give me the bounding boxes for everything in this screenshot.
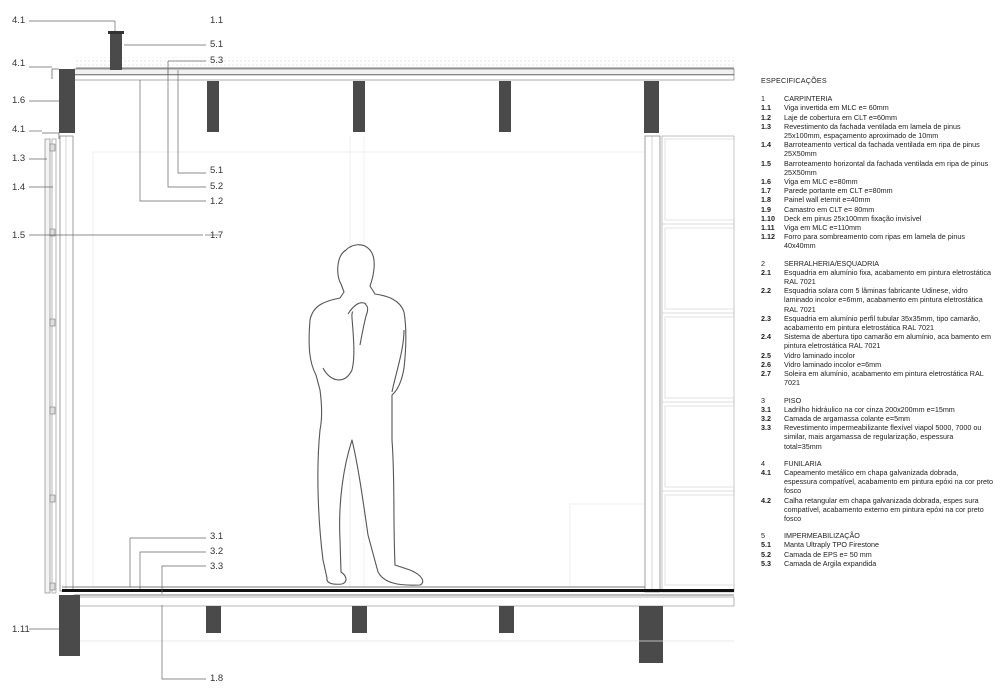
spec-item — [761, 468, 993, 496]
callout-label: 1.4 — [12, 182, 26, 193]
spec-section-name: SERRALHERIA/ESQUADRIA — [784, 258, 880, 268]
callout-label: 5.2 — [210, 181, 224, 192]
spec-item-text: Camada de Argila expandida — [784, 558, 877, 568]
spec-item-text: Forro para sombreamento com ripas em lamela de pinus 40x40mm — [784, 232, 965, 251]
spec-item — [761, 286, 993, 314]
inverted-beam — [110, 33, 122, 70]
spec-item — [761, 540, 993, 549]
facade-vertical-battens — [52, 139, 56, 593]
spec-item — [761, 314, 993, 332]
spec-item — [761, 351, 993, 360]
spec-item-code: 1.9 — [761, 204, 771, 214]
spec-item-text: Laje de cobertura em CLT e=60mm — [784, 112, 897, 122]
spec-item-code: 1.12 — [761, 232, 775, 242]
right-roof-beam — [644, 81, 659, 133]
spec-item — [761, 360, 993, 369]
spec-item-code: 4.1 — [761, 467, 771, 477]
spec-item-code: 3.1 — [761, 404, 771, 414]
spec-item-code: 2.2 — [761, 286, 771, 296]
facade-flashing — [42, 133, 59, 139]
left-roof-beam — [59, 69, 75, 133]
spec-item-code: 2.7 — [761, 369, 771, 379]
spec-item — [761, 369, 993, 387]
callout-label: 4.1 — [12, 58, 26, 69]
callout-label: 3.1 — [210, 531, 224, 542]
spec-item-text: Camada de argamassa colante e=5mm — [784, 413, 911, 423]
callout-label: 5.1 — [210, 165, 224, 176]
spec-section-header — [761, 396, 993, 405]
spec-section-name: IMPERMEABILIZAÇÃO — [784, 531, 860, 541]
glazing-system — [645, 136, 734, 592]
spec-item — [761, 550, 993, 559]
spec-section — [761, 396, 993, 451]
specifications-panel — [761, 76, 993, 576]
spec-section-number: 3 — [761, 395, 765, 405]
spec-item — [761, 177, 993, 186]
spec-item-code: 1.11 — [761, 223, 775, 233]
callout-label: 1.5 — [12, 230, 26, 241]
spec-item-text: Vidro laminado incolor — [784, 350, 855, 360]
spec-item-text: Capeamento metálico em chapa galvanizada dobrada, espessura compatível, acabamento em pintura epóxi na cor preto fosco — [784, 467, 993, 496]
spec-item-code: 2.4 — [761, 332, 771, 342]
spec-item-code: 5.3 — [761, 558, 771, 568]
left-floor-beam — [59, 595, 80, 656]
spec-item-text: Manta Ultraply TPO Firestone — [784, 540, 879, 550]
callout-label: 3.2 — [210, 546, 224, 557]
roof-flashing — [52, 69, 59, 79]
spec-item — [761, 205, 993, 214]
callout-labels — [12, 15, 223, 684]
clt-wall — [60, 136, 73, 591]
spec-item-code: 1.1 — [761, 103, 771, 113]
ceiling-joist — [353, 81, 365, 132]
spec-section — [761, 259, 993, 388]
spec-item-text: Camada de EPS e= 50 mm — [784, 549, 872, 559]
spec-item — [761, 140, 993, 158]
spec-item-text: Calha retangular em chapa galvanizada dobrada, espes sura compatível, acabamento externo em pintura epóxi na cor preto fosco — [784, 495, 984, 523]
spec-item-code: 1.4 — [761, 140, 771, 150]
spec-item-code: 1.5 — [761, 158, 771, 168]
spec-item-text: Sistema de abertura tipo camarão em alumínio, aca bamento em pintura eletrostática RAL 7021 — [784, 332, 991, 351]
callout-label: 1.3 — [12, 153, 26, 164]
spec-item-text: Viga em MLC e=110mm — [784, 223, 862, 233]
callout-label: 1.2 — [210, 196, 224, 207]
roof-clt-slab — [74, 75, 734, 80]
spec-section — [761, 531, 993, 568]
spec-item-text: Revestimento da fachada ventilada em lamela de pinus 25x100mm, espaçamento aproximado de 10mm — [784, 121, 961, 141]
spec-section-number: 4 — [761, 458, 765, 468]
ceiling-joist — [207, 81, 219, 132]
spec-section-header — [761, 94, 993, 103]
spec-item-code: 1.10 — [761, 213, 775, 223]
specifications-title: ESPECIFICAÇÕES — [761, 76, 827, 85]
callout-label: 1.6 — [12, 95, 26, 106]
spec-section-number: 2 — [761, 258, 765, 268]
spec-item-code: 1.2 — [761, 112, 771, 122]
spec-item-code: 3.3 — [761, 423, 771, 433]
roof-assembly — [52, 31, 734, 133]
floor-joist — [206, 606, 221, 633]
floor-joist — [499, 606, 514, 633]
callout-label: 1.11 — [12, 624, 30, 635]
spec-item-text: Painel wall eternit e=40mm — [784, 195, 871, 205]
spec-item — [761, 559, 993, 568]
callout-label: 1.7 — [210, 230, 224, 241]
spec-section-header — [761, 259, 993, 268]
callout-label: 5.1 — [210, 39, 224, 50]
spec-item-text: Barroteamento vertical da fachada ventilada em ripa de pinus 25X50mm — [784, 140, 980, 159]
spec-item-text: Camastro em CLT e= 80mm — [784, 204, 875, 214]
spec-item-text: Ladrilho hidráulico na cor cinza 200x200mm e=15mm — [784, 404, 955, 414]
floor-clt-panel — [74, 597, 734, 606]
spec-item-code: 4.2 — [761, 495, 771, 505]
spec-item — [761, 122, 993, 140]
callout-label: 4.1 — [12, 15, 26, 26]
callout-label: 1.8 — [210, 673, 224, 684]
callout-label: 1.1 — [210, 15, 224, 26]
spec-item — [761, 423, 993, 451]
spec-item — [761, 195, 993, 204]
spec-item — [761, 103, 993, 112]
roof-eps-layer — [74, 69, 734, 75]
spec-item-text: Viga invertida em MLC e= 60mm — [784, 103, 889, 113]
floor-tile-layer — [62, 589, 734, 592]
spec-item-text: Barroteamento horizontal da fachada ventilada em ripa de pinus 25X50mm — [784, 158, 989, 177]
spec-section-name: CARPINTERIA — [784, 94, 833, 104]
spec-item-text: Vidro laminado incolor e=6mm — [784, 359, 882, 369]
spec-item-code: 3.2 — [761, 413, 771, 423]
spec-item-code: 1.7 — [761, 186, 771, 196]
spec-item-text: Esquadria solara com 5 lâminas fabricante Udinese, vidro laminado incolor e=6mm, acabamento em pintura eletrostática RAL 7021 — [784, 286, 983, 314]
spec-item-text: Revestimento impermeabilizante flexível viapol 5000, 7000 ou similar, mais argamassa de regularização, espessura total=35mm — [784, 423, 982, 451]
spec-item — [761, 496, 993, 524]
spec-item-text: Deck em pinus 25x100mm fixação invisível — [784, 213, 922, 223]
right-floor-beam — [639, 606, 663, 663]
spec-item — [761, 186, 993, 195]
spec-item — [761, 113, 993, 122]
spec-section-number: 1 — [761, 94, 765, 104]
spec-sections — [761, 94, 993, 568]
spec-item-text: Esquadria em alumínio fixa, acabamento em pintura eletrostática RAL 7021 — [784, 267, 991, 287]
spec-item-code: 2.3 — [761, 313, 771, 323]
spec-item-text: Viga em MLC e=80mm — [784, 177, 858, 187]
left-facade — [42, 133, 73, 593]
spec-section-header — [761, 531, 993, 540]
spec-section-number: 5 — [761, 531, 765, 541]
spec-item-text: Soleira em alumínio, acabamento em pintura eletrostática RAL 7021 — [784, 369, 984, 388]
spec-item — [761, 223, 993, 232]
facade-cladding — [45, 139, 50, 593]
spec-item — [761, 159, 993, 177]
spec-item-text: Esquadria em alumínio perfil tubular 35x35mm, tipo camarão, acabamento em pintura eletrostática RAL 7021 — [784, 313, 981, 333]
beam-cap — [108, 31, 124, 34]
spec-item — [761, 232, 993, 250]
spec-item-code: 2.1 — [761, 267, 771, 277]
floor-assembly — [59, 587, 734, 663]
spec-section — [761, 459, 993, 523]
callout-label: 5.3 — [210, 55, 224, 66]
spec-item-code: 5.2 — [761, 549, 771, 559]
spec-section-name: PISO — [784, 395, 802, 405]
spec-item-code: 1.8 — [761, 195, 771, 205]
spec-item — [761, 332, 993, 350]
spec-item — [761, 405, 993, 414]
spec-item-code: 1.3 — [761, 121, 771, 131]
leader-lines — [29, 21, 220, 679]
spec-item-code: 2.5 — [761, 350, 771, 360]
roof-expanded-clay-layer — [76, 57, 734, 68]
human-figure — [309, 245, 423, 585]
window-frame — [645, 136, 660, 592]
spec-item-code: 2.6 — [761, 359, 771, 369]
folding-shutter — [662, 136, 734, 592]
spec-item-code: 1.6 — [761, 177, 771, 187]
callout-label: 3.3 — [210, 561, 224, 572]
callout-label: 4.1 — [12, 124, 26, 135]
spec-section — [761, 94, 993, 250]
ceiling-joist — [499, 81, 511, 132]
spec-section-name: FUNILARIA — [784, 458, 822, 468]
floor-joist — [352, 606, 367, 633]
spec-item — [761, 268, 993, 286]
spec-item-code: 5.1 — [761, 540, 771, 550]
spec-item — [761, 414, 993, 423]
spec-item — [761, 214, 993, 223]
spec-section-header — [761, 459, 993, 468]
spec-item-text: Parede portante em CLT e=80mm — [784, 186, 893, 196]
